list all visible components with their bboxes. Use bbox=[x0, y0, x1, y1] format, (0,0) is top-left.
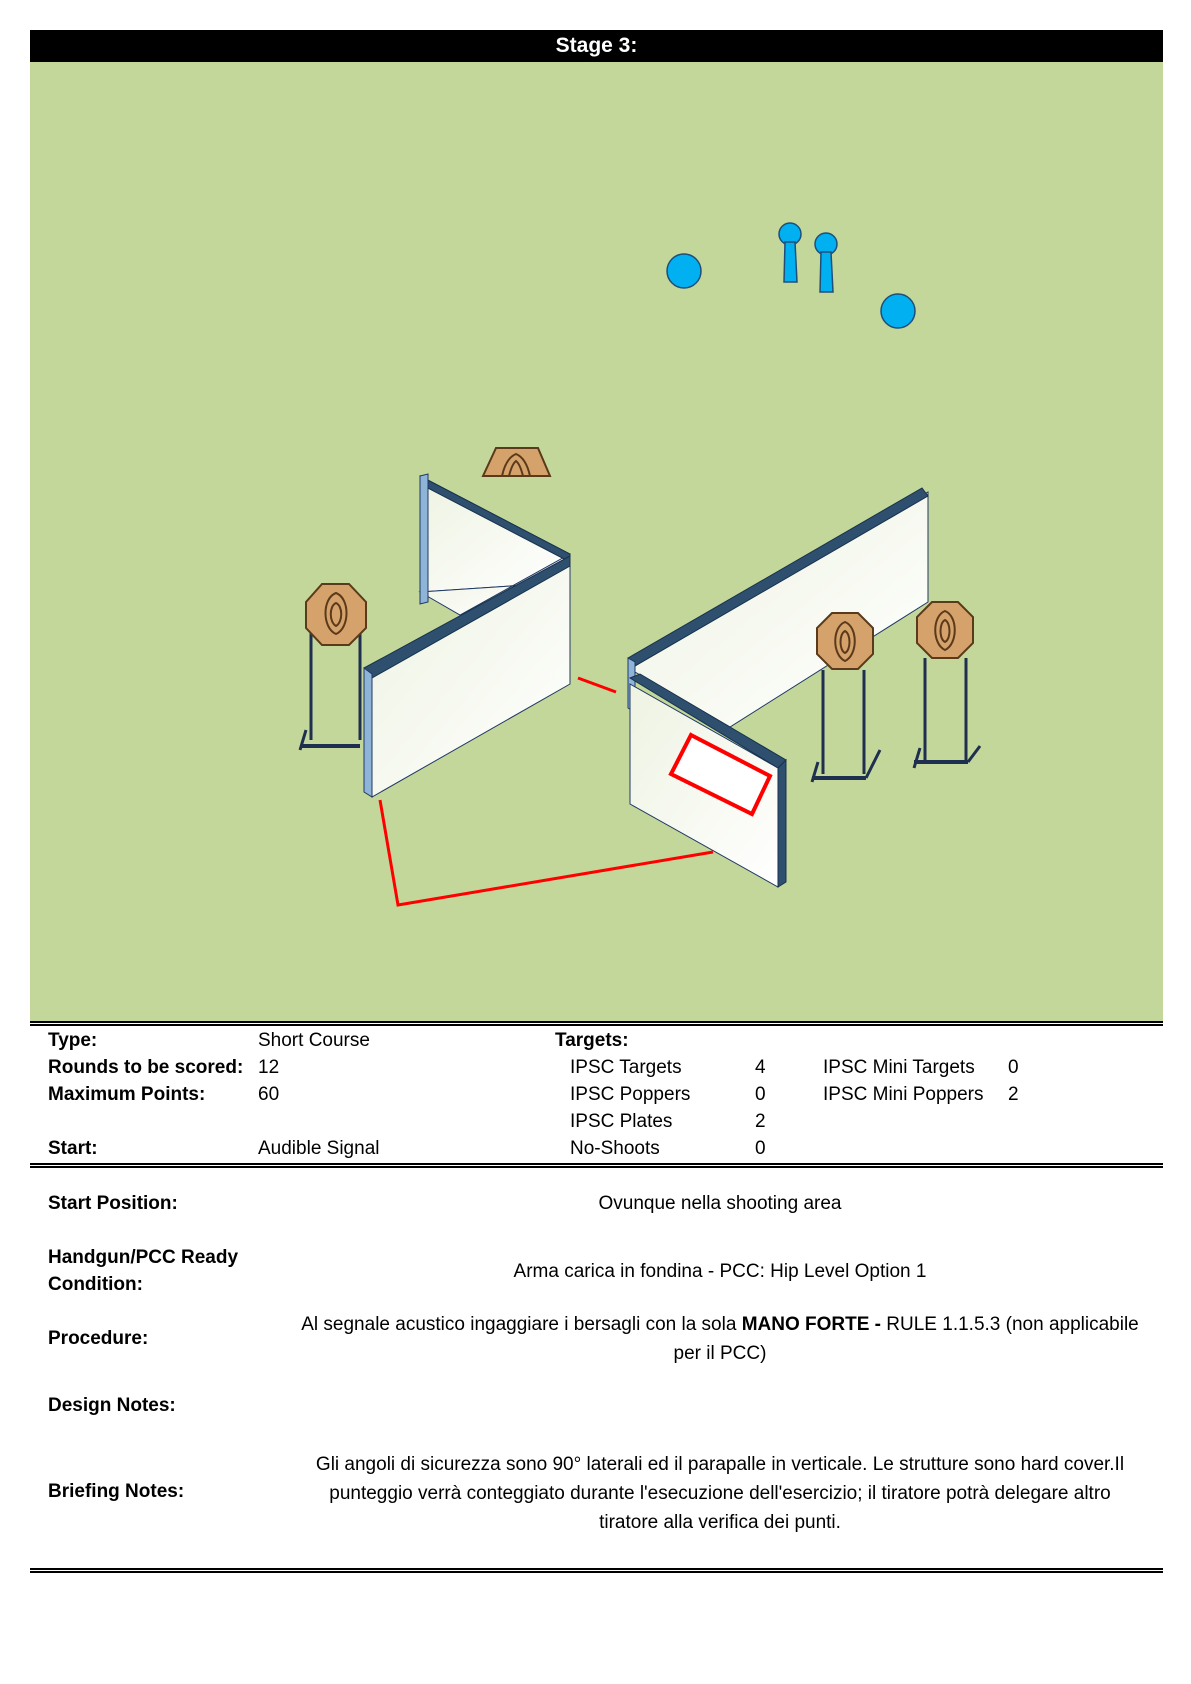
ready-condition-value: Arma carica in fondina - PCC: Hip Level Option 1 bbox=[513, 1261, 927, 1282]
target-count-value: 4 bbox=[755, 1057, 766, 1078]
procedure-value bbox=[300, 1310, 1140, 1368]
start-position-label: Start Position: bbox=[48, 1193, 178, 1214]
stage-title: Stage 3: bbox=[30, 30, 1163, 62]
stage-notes bbox=[30, 1168, 1163, 1568]
target-count-value: 2 bbox=[755, 1111, 766, 1132]
ipsc-target-left bbox=[300, 584, 366, 750]
rounds-label: Rounds to be scored: bbox=[48, 1057, 244, 1078]
mini-popper-2 bbox=[815, 233, 837, 292]
stage-info bbox=[30, 1026, 1163, 1163]
start-label: Start: bbox=[48, 1138, 98, 1159]
ipsc-target-right-1 bbox=[812, 613, 880, 782]
briefing-notes-label: Briefing Notes: bbox=[48, 1481, 185, 1502]
target-count-label: No-Shoots bbox=[570, 1138, 660, 1159]
mini-popper-1 bbox=[779, 223, 801, 282]
ipsc-target-top bbox=[483, 448, 550, 476]
divider bbox=[30, 1568, 1163, 1573]
steel-targets bbox=[667, 223, 915, 328]
ready-condition-label-line2: Condition: bbox=[48, 1274, 143, 1295]
steel-plate-left bbox=[667, 254, 701, 288]
targets-label: Targets: bbox=[555, 1030, 629, 1051]
procedure-bold-text: MANO FORTE - bbox=[741, 1314, 882, 1335]
stage-diagram-drawing bbox=[30, 62, 1163, 1021]
start-position-value: Ovunque nella shooting area bbox=[598, 1193, 842, 1214]
mini-target-label: IPSC Mini Poppers bbox=[823, 1084, 984, 1105]
mini-target-value: 2 bbox=[1008, 1084, 1019, 1105]
ready-condition-label-line1: Handgun/PCC Ready bbox=[48, 1247, 239, 1268]
target-count-label: IPSC Targets bbox=[570, 1057, 682, 1078]
mini-target-label: IPSC Mini Targets bbox=[823, 1057, 975, 1078]
briefing-notes-value: Gli angoli di sicurezza sono 90° laterali ed il parapalle in verticale. Le strutture sono hard cover.Il punteggio verrà conteggiato durante l'esecuzione dell'esercizio; il tiratore potrà delegare altro tiratore alla verifica dei punti. bbox=[315, 1454, 1125, 1533]
procedure-text: Al segnale acustico ingaggiare i bersagli con la sola bbox=[301, 1314, 742, 1335]
target-count-value: 0 bbox=[755, 1084, 766, 1105]
mini-target-value: 0 bbox=[1008, 1057, 1019, 1078]
target-count-value: 0 bbox=[755, 1138, 766, 1159]
wall-right-back bbox=[628, 488, 928, 727]
type-value: Short Course bbox=[258, 1030, 370, 1051]
start-value: Audible Signal bbox=[258, 1138, 380, 1159]
rounds-value: 12 bbox=[258, 1057, 280, 1078]
target-count-label: IPSC Poppers bbox=[570, 1084, 691, 1105]
target-count-label: IPSC Plates bbox=[570, 1111, 673, 1132]
steel-plate-right bbox=[881, 294, 915, 328]
procedure-text-rest: RULE 1.1.5.3 (non applicabile per il PCC) bbox=[673, 1314, 1139, 1364]
points-value: 60 bbox=[258, 1084, 280, 1105]
points-label: Maximum Points: bbox=[48, 1084, 206, 1105]
ipsc-target-right-2 bbox=[914, 602, 980, 768]
type-label: Type: bbox=[48, 1030, 98, 1051]
design-notes-label: Design Notes: bbox=[48, 1395, 176, 1416]
procedure-label: Procedure: bbox=[48, 1328, 149, 1349]
stage-sheet bbox=[30, 30, 1163, 1573]
stage-diagram bbox=[30, 62, 1163, 1021]
